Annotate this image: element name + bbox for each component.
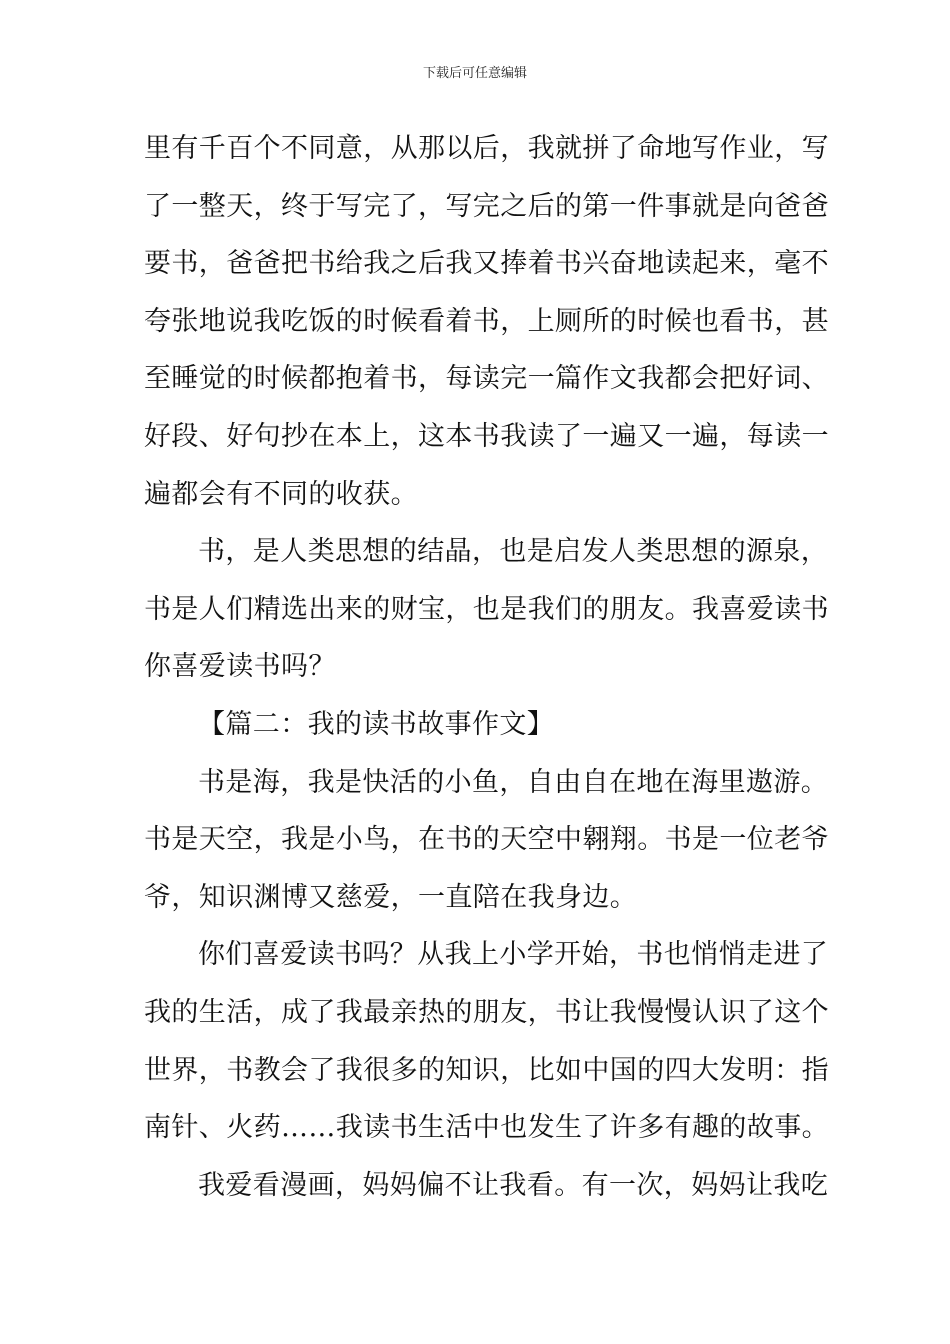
text-line: 爷，知识渊博又慈爱，一直陪在我身边。 <box>144 881 638 913</box>
text-line: 世界，书教会了我很多的知识，比如中国的四大发明：指 <box>144 1054 829 1086</box>
text-line: 我的生活，成了我最亲热的朋友，书让我慢慢认识了这个 <box>144 996 829 1028</box>
section-heading: 【篇二：我的读书故事作文】 <box>198 708 555 740</box>
paragraph-start-line: 书是海，我是快活的小鱼，自由自在地在海里遨游。 <box>198 766 829 798</box>
text-line: 遍都会有不同的收获。 <box>144 478 418 510</box>
text-line: 了一整天，终于写完了，写完之后的第一件事就是向爸爸 <box>144 190 829 222</box>
text-line: 至睡觉的时候都抱着书，每读完一篇作文我都会把好词、 <box>144 363 829 395</box>
paragraph-start-line: 我爱看漫画，妈妈偏不让我看。有一次，妈妈让我吃 <box>198 1169 829 1201</box>
text-line: 书是天空，我是小鸟，在书的天空中翱翔。书是一位老爷 <box>144 824 829 856</box>
text-line: 要书，爸爸把书给我之后我又捧着书兴奋地读起来，毫不 <box>144 248 829 280</box>
document-body <box>144 120 829 1214</box>
paragraph-start-line: 你们喜爱读书吗？从我上小学开始，书也悄悄走进了 <box>198 939 829 971</box>
text-line: 书是人们精选出来的财宝，也是我们的朋友。我喜爱读书 <box>144 593 829 625</box>
text-line: 好段、好句抄在本上，这本书我读了一遍又一遍，每读一 <box>144 420 829 452</box>
text-line: 里有千百个不同意，从那以后，我就拼了命地写作业，写 <box>144 133 829 164</box>
paragraph-start-line: 书，是人类思想的结晶，也是启发人类思想的源泉， <box>198 536 829 568</box>
text-line: 你喜爱读书吗？ <box>144 651 336 683</box>
page-header: 下载后可任意编辑 <box>422 66 527 81</box>
text-line: 南针、火药……我读书生活中也发生了许多有趣的故事。 <box>144 1112 829 1144</box>
text-line: 夸张地说我吃饭的时候看着书，上厕所的时候也看书，甚 <box>144 305 829 337</box>
